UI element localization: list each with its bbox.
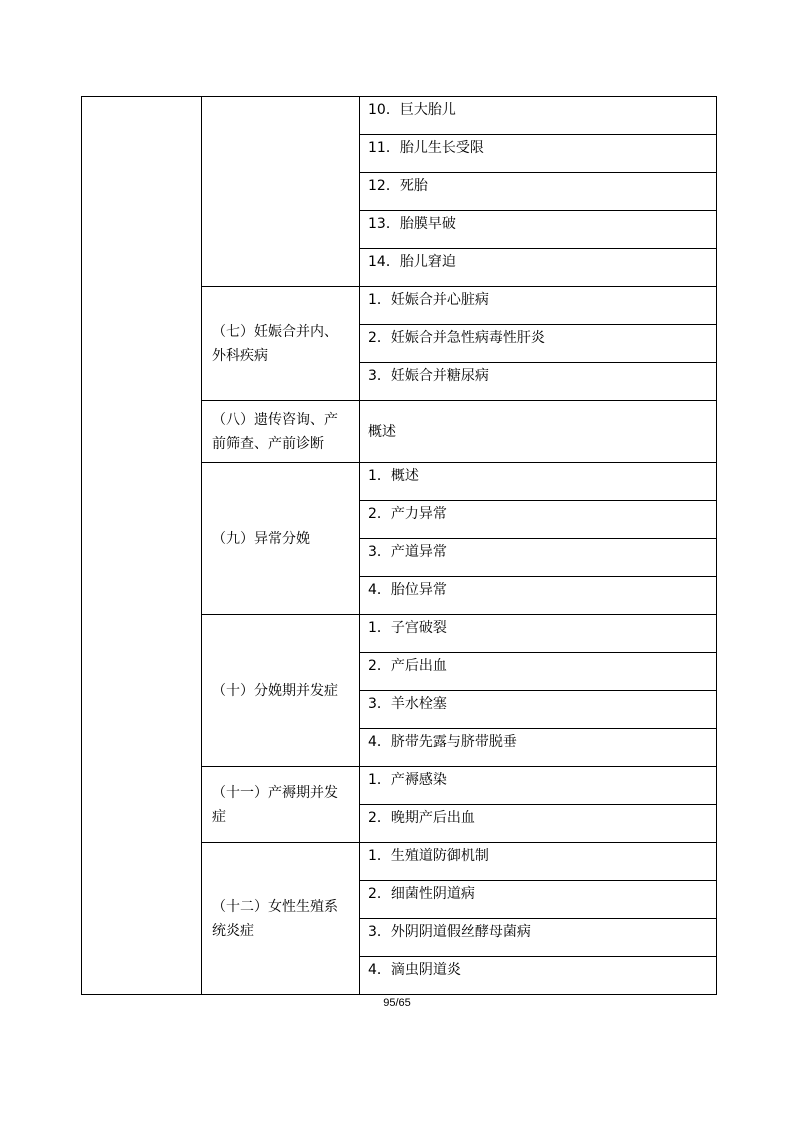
- item-text: 10．巨大胎儿: [368, 102, 456, 118]
- item-text: 3．妊娠合并糖尿病: [368, 368, 489, 384]
- item-text: 4．脐带先露与脐带脱垂: [368, 734, 517, 750]
- item-cell: [360, 957, 717, 995]
- item-cell: [360, 97, 717, 135]
- item-text: 3．外阴阴道假丝酵母菌病: [368, 924, 531, 940]
- section-title-cell: [202, 401, 360, 463]
- item-text: 概述: [368, 423, 396, 440]
- item-cell: [360, 211, 717, 249]
- item-cell: [360, 135, 717, 173]
- item-text: 1．子宫破裂: [368, 620, 447, 636]
- item-text: 11．胎儿生长受限: [368, 140, 484, 156]
- syllabus-table: [81, 96, 717, 995]
- item-cell: [360, 881, 717, 919]
- section-title-cell: [202, 463, 360, 615]
- item-text: 3．羊水栓塞: [368, 696, 447, 712]
- item-text: 3．产道异常: [368, 544, 447, 560]
- item-text: 2．产力异常: [368, 506, 447, 522]
- section-title: （八）遗传咨询、产前筛查、产前诊断: [212, 411, 338, 452]
- item-cell: [360, 539, 717, 577]
- item-text: 2．妊娠合并急性病毒性肝炎: [368, 330, 545, 346]
- item-text: 2．晚期产后出血: [368, 810, 475, 826]
- item-text: 12．死胎: [368, 178, 428, 194]
- item-text: 4．滴虫阴道炎: [368, 962, 461, 978]
- item-text: 1．妊娠合并心脏病: [368, 292, 489, 308]
- section-title-cell: [202, 767, 360, 843]
- item-cell: [360, 463, 717, 501]
- item-cell: [360, 249, 717, 287]
- section-title: （十二）女性生殖系统炎症: [212, 898, 338, 939]
- section-title: （七）妊娠合并内、外科疾病: [212, 323, 338, 364]
- item-cell: [360, 729, 717, 767]
- item-text: 1．生殖道防御机制: [368, 848, 489, 864]
- item-cell: [360, 691, 717, 729]
- item-cell: [360, 577, 717, 615]
- item-cell: [360, 843, 717, 881]
- section-title: （十一）产褥期并发症: [212, 784, 338, 825]
- item-cell: [360, 501, 717, 539]
- item-cell: [360, 401, 717, 463]
- item-cell: [360, 615, 717, 653]
- section-title: （十）分娩期并发症: [212, 682, 338, 699]
- item-text: 14．胎儿窘迫: [368, 254, 456, 270]
- item-text: 4．胎位异常: [368, 582, 447, 598]
- item-cell: [360, 805, 717, 843]
- item-text: 1．概述: [368, 468, 419, 484]
- item-text: 1．产褥感染: [368, 772, 447, 788]
- item-cell: [360, 325, 717, 363]
- section-title-cell: [202, 287, 360, 401]
- item-text: 13．胎膜早破: [368, 216, 456, 232]
- item-cell: [360, 363, 717, 401]
- item-text: 2．产后出血: [368, 658, 447, 674]
- page-number: 95/65: [383, 997, 411, 1009]
- item-text: 2．细菌性阴道病: [368, 886, 475, 902]
- item-cell: [360, 173, 717, 211]
- section-title-cell: [202, 843, 360, 995]
- section-title-cell: [202, 615, 360, 767]
- table-row: [82, 97, 717, 135]
- item-cell: [360, 919, 717, 957]
- item-cell: [360, 767, 717, 805]
- item-cell: [360, 653, 717, 691]
- section-title: （九）异常分娩: [212, 530, 310, 547]
- unit-column-cell: [82, 97, 202, 995]
- section-cell-continued: [202, 97, 360, 287]
- item-cell: [360, 287, 717, 325]
